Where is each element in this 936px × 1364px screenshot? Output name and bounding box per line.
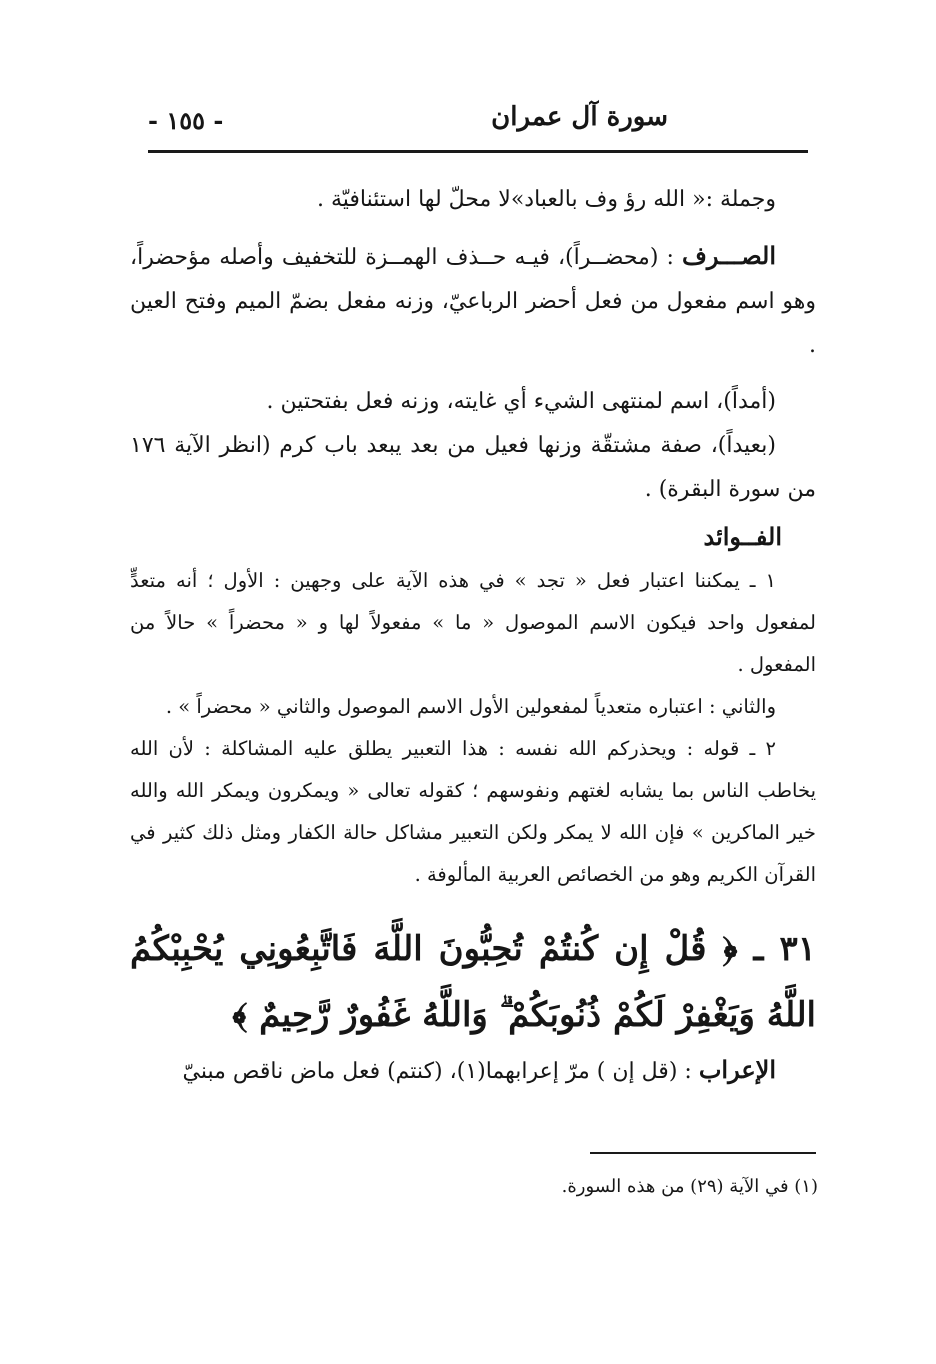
fawaid-heading: الفــوائد	[703, 522, 782, 551]
paragraph-baidan: (بعيداً)، صفة مشتقّة وزنها فعيل من بعد يبعد باب كرم (انظر الآية ١٧٦ من سورة البقرة) .	[130, 433, 816, 502]
paragraph-benefit-1b: والثاني : اعتباره متعدياً لمفعولين الأول الاسم الموصول والثاني « محضراً » .	[165, 695, 776, 718]
paragraph-amadan: (أمداً)، اسم لمنتهى الشيء أي غايته، وزنه فعل بفتحتين .	[266, 389, 776, 414]
page-body	[130, 178, 816, 1094]
irab-text: : (قل إن ) مرّ إعرابهما(١)، (كنتم) فعل ماض ناقص مبنيّ	[182, 1059, 699, 1084]
footnote-rule	[590, 1152, 816, 1154]
quran-verse: ٣١ ـ ﴿ قُلْ إِن كُنتُمْ تُحِبُّونَ اللَّهَ فَاتَّبِعُونِي يُحْبِبْكُمُ اللَّهُ وَيَغْفِرْ لَكُمْ ذُنُوبَكُمْ ۗ وَاللَّهُ غَفُورٌ رَّحِيمٌ ﴾	[130, 929, 816, 1035]
page-header	[148, 98, 808, 148]
sarf-label: الصـــرف	[681, 241, 776, 270]
paragraph-irab	[130, 1048, 816, 1094]
irab-label: الإعراب	[698, 1055, 776, 1084]
sarf-text: : (محضــراً)، فيـه حــذف الهمــزة للتخفيف وأصله مؤحضراً، وهو اسم مفعول من فعل أحضر الرباعيّ، وزنه مفعل بضمّ الميم وفتح العين .	[130, 245, 816, 358]
paragraph-benefit-1: ١ ـ يمكننا اعتبار فعل « تجد » في هذه الآية على وجهين : الأول ؛ أنه متعدٍّ لمفعول واحد فيكون الاسم الموصول « ما » مفعولاً لها و « محضراً » حالاً من المفعول .	[130, 569, 816, 676]
page-number: - ١٥٥ -	[148, 106, 224, 135]
running-title: سورة آل عمران	[491, 102, 668, 132]
header-rule	[148, 150, 808, 153]
paragraph-sarf	[130, 234, 816, 368]
footnote: (١) في الآية (٢٩) من هذه السورة.	[561, 1176, 818, 1197]
paragraph-jumla: وجملة :« الله رؤ وف بالعباد»لا محلّ لها استئنافيّة .	[317, 187, 776, 212]
paragraph-benefit-2: ٢ ـ قوله : ويحذركم الله نفسه : هذا التعبير يطلق عليه المشاكلة : لأن الله يخاطب الناس بما يشابه لغتهم ونفوسهم ؛ كقوله تعالى « ويمكرون ويمكر الله والله خير الماكرين » فإن الله لا يمكر ولكن التعبير مشاكل حالة الكفار ومثل ذلك كثير في القرآن الكريم وهو من الخصائص العربية المألوفة .	[130, 737, 816, 886]
